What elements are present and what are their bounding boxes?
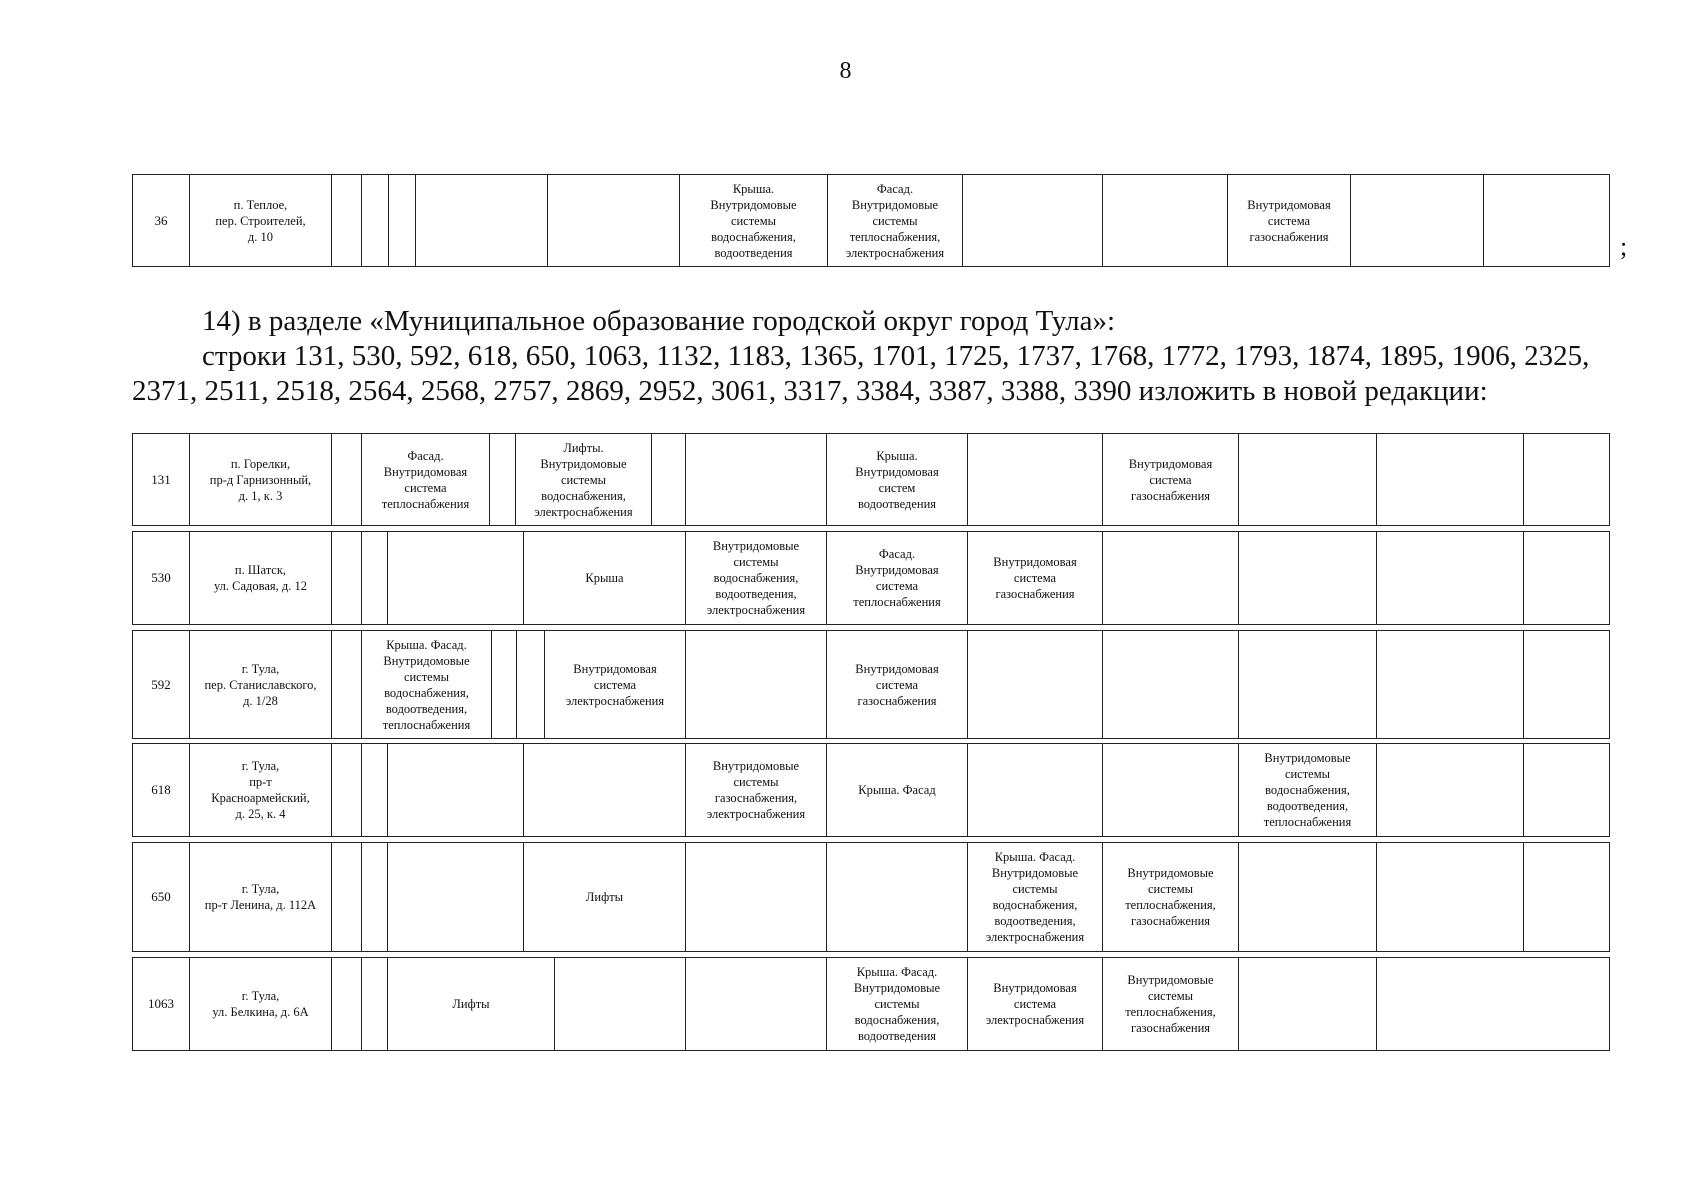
- work-type-cell: Внутридомовые системы газоснабжения, электроснабжения: [685, 744, 826, 836]
- work-type-cell: [685, 631, 826, 738]
- work-type-cell: [491, 631, 516, 738]
- row-number-cell: 1063: [148, 996, 174, 1011]
- work-type-cell: [331, 175, 361, 266]
- row-number-cell: 530: [151, 570, 171, 585]
- rows-list-line-1: строки 131, 530, 592, 618, 650, 1063, 1132, 1183, 1365, 1701, 1725, 1737, 1768, 1772, 1793, 1874, 1895, 1906, 2325,: [202, 340, 1590, 372]
- work-type-cell: [651, 434, 685, 525]
- address-cell: г. Тула, пр-т Красноармейский, д. 25, к. 4: [189, 744, 331, 836]
- page-number: 8: [839, 58, 852, 84]
- work-type-cell: [361, 175, 388, 266]
- work-type-cell: [489, 434, 515, 525]
- work-type-cell: [967, 434, 1102, 525]
- address-cell: г. Тула, пер. Станиславского, д. 1/28: [189, 631, 331, 738]
- work-type-cell: [387, 532, 523, 624]
- work-type-cell: [1483, 175, 1609, 266]
- work-type-cell: [1523, 843, 1609, 951]
- work-type-cell: [331, 434, 361, 525]
- work-type-cell: [523, 744, 685, 836]
- table-row-530: [132, 531, 1610, 625]
- work-type-cell: Внутридомовая система газоснабжения: [1227, 175, 1350, 266]
- work-type-cell: Фасад. Внутридомовая система теплоснабжения: [361, 434, 489, 525]
- address-cell: п. Теплое, пер. Строителей, д. 10: [189, 175, 331, 266]
- work-type-cell: [1102, 532, 1238, 624]
- row-number-cell: 650: [151, 889, 171, 904]
- work-type-cell: [1238, 958, 1376, 1050]
- work-type-cell: [1102, 175, 1227, 266]
- work-type-cell: Крыша. Внутридомовые системы водоснабжения, водоотведения: [679, 175, 827, 266]
- work-type-cell: [361, 958, 387, 1050]
- work-type-cell: Крыша. Фасад. Внутридомовые системы водоснабжения, водоотведения, теплоснабжения: [361, 631, 491, 738]
- address-cell: г. Тула, пр-т Ленина, д. 112А: [189, 843, 331, 951]
- work-type-cell: Внутридомовая система электроснабжения: [544, 631, 685, 738]
- work-type-cell: [331, 532, 361, 624]
- table-row-618: [132, 743, 1610, 837]
- work-type-cell: Крыша: [523, 532, 685, 624]
- work-type-cell: Внутридомовые системы теплоснабжения, газоснабжения: [1102, 843, 1238, 951]
- address-cell: п. Горелки, пр-д Гарнизонный, д. 1, к. 3: [189, 434, 331, 525]
- address-cell: г. Тула, ул. Белкина, д. 6А: [189, 958, 331, 1050]
- work-type-cell: Внутридомовая система газоснабжения: [826, 631, 967, 738]
- row-number-cell: 592: [151, 676, 171, 692]
- work-type-cell: Крыша. Фасад. Внутридомовые системы водоснабжения, водоотведения, электроснабжения: [967, 843, 1102, 951]
- row-number-cell: 36: [154, 212, 168, 228]
- work-type-cell: [1376, 843, 1523, 951]
- work-type-cell: [387, 744, 523, 836]
- work-type-cell: [1376, 958, 1523, 1050]
- work-type-cell: [1238, 843, 1376, 951]
- work-type-cell: [387, 843, 523, 951]
- work-type-cell: [1523, 744, 1609, 836]
- work-type-cell: Лифты: [387, 958, 554, 1050]
- table-row-592: [132, 630, 1610, 739]
- table-row-650: [132, 842, 1610, 952]
- work-type-cell: Внутридомовая система газоснабжения: [967, 532, 1102, 624]
- row-number-cell: 131: [151, 471, 171, 487]
- work-type-cell: [516, 631, 544, 738]
- work-type-cell: Внутридомовые системы водоснабжения, водоотведения, электроснабжения: [685, 532, 826, 624]
- work-type-cell: [1376, 532, 1523, 624]
- work-type-cell: [361, 532, 387, 624]
- work-type-cell: [361, 843, 387, 951]
- work-type-cell: [1523, 631, 1609, 738]
- semicolon: ;: [1620, 232, 1628, 261]
- work-type-cell: [1376, 744, 1523, 836]
- work-type-cell: Внутридомовая система электроснабжения: [967, 958, 1102, 1050]
- work-type-cell: Внутридомовые системы водоснабжения, водоотведения, теплоснабжения: [1238, 744, 1376, 836]
- work-type-cell: [331, 843, 361, 951]
- work-type-cell: [415, 175, 547, 266]
- work-type-cell: [967, 631, 1102, 738]
- section-heading: 14) в разделе «Муниципальное образование городской округ город Тула»:: [202, 305, 1116, 337]
- work-type-cell: [331, 631, 361, 738]
- rows-list-line-2: 2371, 2511, 2518, 2564, 2568, 2757, 2869, 2952, 3061, 3317, 3384, 3387, 3388, 3390 изложить в новой редакции:: [132, 375, 1488, 407]
- work-type-cell: [1376, 434, 1523, 525]
- table-row-1063: [132, 957, 1610, 1051]
- work-type-cell: Фасад. Внутридомовая система теплоснабжения: [826, 532, 967, 624]
- work-type-cell: [1102, 631, 1238, 738]
- address-cell: п. Шатск, ул. Садовая, д. 12: [189, 532, 331, 624]
- work-type-cell: [1238, 532, 1376, 624]
- work-type-cell: [967, 744, 1102, 836]
- work-type-cell: [685, 434, 826, 525]
- work-type-cell: [331, 744, 361, 836]
- work-type-cell: [1376, 631, 1523, 738]
- work-type-cell: Крыша. Фасад: [826, 744, 967, 836]
- work-type-cell: [361, 744, 387, 836]
- work-type-cell: [962, 175, 1102, 266]
- work-type-cell: Лифты. Внутридомовые системы водоснабжения, электроснабжения: [515, 434, 651, 525]
- table-row-36: [132, 174, 1610, 267]
- work-type-cell: Лифты: [523, 843, 685, 951]
- work-type-cell: [1102, 744, 1238, 836]
- work-type-cell: [1523, 434, 1609, 525]
- work-type-cell: [685, 958, 826, 1050]
- work-type-cell: Внутридомовые системы теплоснабжения, газоснабжения: [1102, 958, 1238, 1050]
- work-type-cell: [547, 175, 679, 266]
- work-type-cell: [685, 843, 826, 951]
- work-type-cell: [331, 958, 361, 1050]
- work-type-cell: Крыша. Фасад. Внутридомовые системы водоснабжения, водоотведения: [826, 958, 967, 1050]
- table-row-131: [132, 433, 1610, 526]
- work-type-cell: [1238, 631, 1376, 738]
- work-type-cell: [826, 843, 967, 951]
- work-type-cell: [1523, 532, 1609, 624]
- work-type-cell: [388, 175, 415, 266]
- work-type-cell: Фасад. Внутридомовые системы теплоснабжения, электроснабжения: [827, 175, 962, 266]
- row-number-cell: 618: [151, 782, 171, 797]
- work-type-cell: Внутридомовая система газоснабжения: [1102, 434, 1238, 525]
- work-type-cell: [1350, 175, 1483, 266]
- work-type-cell: [554, 958, 685, 1050]
- work-type-cell: [1238, 434, 1376, 525]
- work-type-cell: Крыша. Внутридомовая систем водоотведения: [826, 434, 967, 525]
